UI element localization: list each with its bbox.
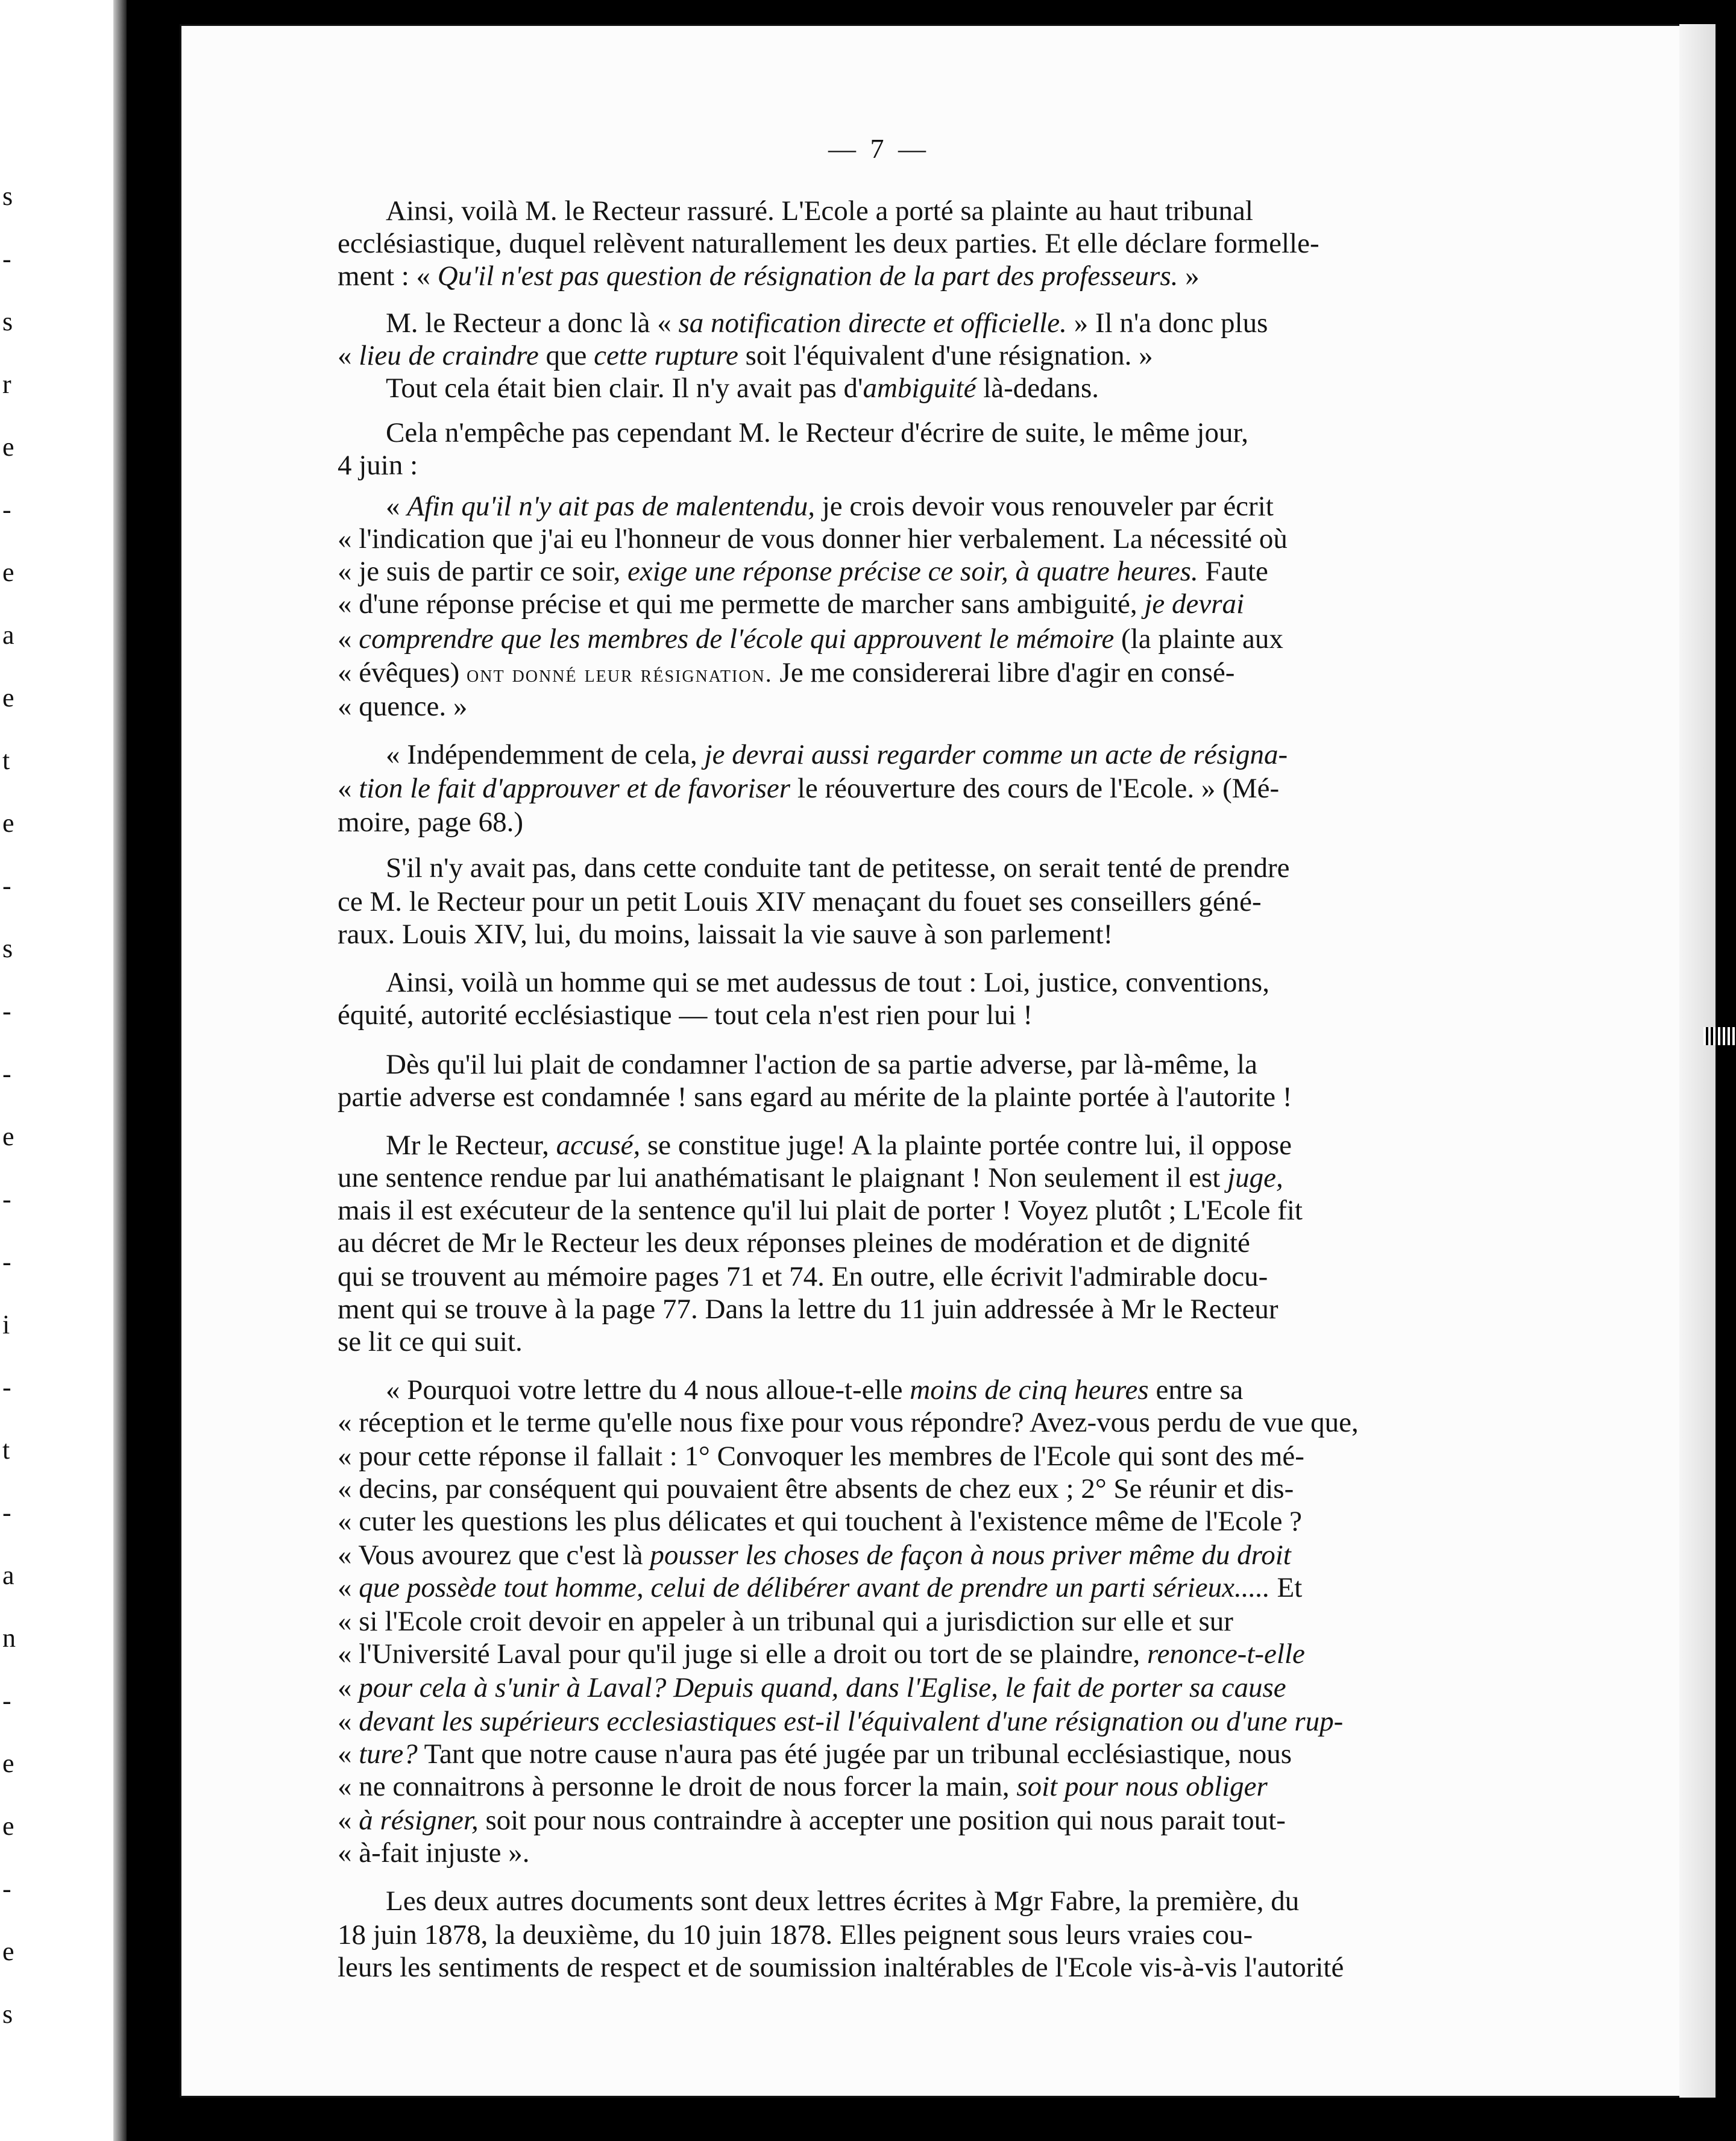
- text-line: [338, 1503, 1302, 1539]
- text-line: [338, 770, 1279, 806]
- text-span: se lit ce qui suit.: [338, 1326, 523, 1357]
- text-line: [338, 225, 1319, 262]
- text-line: [386, 370, 1099, 406]
- text-span: 18 juin 1878, la deuxième, du 10 juin 1878. Elles peignent sous leurs vraies cou-: [338, 1919, 1253, 1951]
- text-span: « quence. »: [338, 691, 468, 722]
- text-span: une sentence rendue par lui anathématisant le plaignant ! Non seulement il est: [338, 1162, 1228, 1193]
- gutter-char: e: [2, 1122, 14, 1151]
- text-line: [338, 1949, 1344, 1985]
- gutter-char: n: [2, 1623, 16, 1653]
- text-span: « je suis de partir ce soir,: [338, 556, 628, 587]
- text-line: [338, 1537, 1291, 1573]
- text-span: «: [386, 491, 407, 522]
- text-line: [338, 521, 1288, 557]
- text-span: « Indépendemment de cela,: [386, 739, 705, 770]
- gutter-char: -: [2, 1874, 11, 1904]
- text-span: »: [1178, 260, 1200, 292]
- italic-span: accusé,: [556, 1130, 641, 1161]
- gutter-char: e: [2, 683, 14, 712]
- text-line: [386, 305, 1268, 341]
- text-span: « cuter les questions les plus délicates et qui touchent à l'existence même de l'Ecole ?: [338, 1506, 1303, 1537]
- text-span: Cela n'empêche pas cependant M. le Recteur d'écrire de suite, le même jour,: [386, 417, 1248, 448]
- gutter-char: e: [2, 558, 14, 587]
- gutter-char: -: [2, 495, 11, 524]
- text-line: [386, 415, 1248, 451]
- text-span: que: [538, 340, 594, 371]
- text-span: Les deux autres documents sont deux lettres écrites à Mgr Fabre, la première, du: [386, 1885, 1300, 1917]
- text-span: se constitue juge! A la plainte portée contre lui, il oppose: [640, 1130, 1292, 1161]
- italic-span: Qu'il n'est pas question de résignation de la part des professeurs.: [437, 260, 1178, 292]
- text-span: «: [338, 340, 359, 371]
- page-fold-shadow: [113, 0, 127, 2141]
- text-span: «: [338, 1805, 359, 1836]
- text-span: « ne connaitrons à personne le droit de nous forcer la main,: [338, 1771, 1017, 1802]
- scan-artifact: [1703, 1027, 1736, 1045]
- italic-span: ambiguité: [863, 373, 976, 404]
- text-line: [338, 1703, 1343, 1740]
- text-line: [338, 1160, 1283, 1196]
- text-line: [338, 884, 1262, 920]
- italic-span: renonce-t-elle: [1147, 1638, 1305, 1670]
- text-line: [338, 1259, 1268, 1295]
- gutter-char: i: [2, 1310, 10, 1339]
- text-line: [386, 1372, 1243, 1408]
- italic-span: Afin qu'il n'y ait pas de malentendu,: [407, 491, 815, 522]
- gutter-char: -: [2, 244, 11, 274]
- text-span: ment qui se trouve à la page 77. Dans la lettre du 11 juin addressée à Mr le Recteur: [338, 1294, 1278, 1325]
- text-line: [338, 1736, 1292, 1772]
- text-line: [338, 1802, 1286, 1838]
- gutter-char: s: [2, 934, 13, 963]
- text-span: équité, autorité ecclésiastique — tout cela n'est rien pour lui !: [338, 999, 1033, 1031]
- text-line: [338, 447, 418, 483]
- gutter-char: -: [2, 996, 11, 1026]
- text-line: [386, 1127, 1292, 1163]
- italic-span: comprendre que les membres de l'école qui approuvent le mémoire: [359, 623, 1115, 655]
- text-line: [338, 804, 523, 840]
- text-line: [338, 1603, 1233, 1640]
- text-line: [338, 1291, 1278, 1327]
- text-span: Tout cela était bien clair. Il n'y avait pas d': [386, 373, 863, 404]
- italic-span: je devrai aussi regarder comme un acte de résigna-: [704, 739, 1288, 770]
- italic-span: lieu de craindre: [359, 340, 539, 371]
- text-span: Faute: [1198, 556, 1268, 587]
- text-span: « réception et le terme qu'elle nous fixe pour vous répondre? Avez-vous perdu de vue que,: [338, 1407, 1359, 1438]
- text-span: «: [338, 773, 359, 804]
- text-line: [338, 997, 1033, 1033]
- text-line: [386, 737, 1288, 773]
- gutter-char: -: [2, 1498, 11, 1527]
- italic-span: cette rupture: [594, 340, 738, 371]
- text-span: soit l'équivalent d'une résignation. »: [738, 340, 1153, 371]
- text-span: je crois devoir vous renouveler par écrit: [814, 491, 1274, 522]
- text-line: [338, 1438, 1304, 1474]
- text-line: [338, 1192, 1303, 1228]
- text-span: soit pour nous contraindre à accepter une position qui nous parait tout-: [478, 1805, 1286, 1836]
- italic-span: à résigner,: [359, 1805, 479, 1836]
- small-caps-span: ont donné leur résignation.: [467, 660, 773, 687]
- text-line: [338, 553, 1268, 589]
- facing-page-gutter-text: [0, 0, 24, 2141]
- text-span: au décret de Mr le Recteur les deux réponses pleines de modération et de dignité: [338, 1227, 1250, 1259]
- italic-span: pousser les choses de façon à nous priver même du droit: [650, 1539, 1291, 1571]
- gutter-char: e: [2, 808, 14, 838]
- text-span: Je me considererai libre d'agir en consé-: [772, 657, 1235, 688]
- text-span: «: [338, 1738, 359, 1770]
- gutter-char: -: [2, 1059, 11, 1089]
- text-span: « à-fait injuste ».: [338, 1837, 530, 1869]
- text-line: [338, 1768, 1268, 1805]
- gutter-char: -: [2, 1247, 11, 1277]
- text-span: qui se trouvent au mémoire pages 71 et 74. En outre, elle écrivit l'admirable docu-: [338, 1261, 1268, 1292]
- text-line: [338, 1471, 1294, 1507]
- gutter-char: e: [2, 1937, 14, 1966]
- text-line: [338, 621, 1283, 657]
- gutter-char: s: [2, 181, 13, 211]
- text-span: le réouverture des cours de l'Ecole. » (Mé-: [790, 773, 1280, 804]
- text-line: [386, 1883, 1299, 1919]
- text-span: « Pourquoi votre lettre du 4 nous alloue-t-elle: [386, 1374, 910, 1406]
- gutter-char: -: [2, 871, 11, 901]
- italic-span: pour cela à s'unir à Laval? Depuis quand, dans l'Eglise, le fait de porter sa cause: [359, 1672, 1286, 1703]
- text-span: «: [338, 1572, 359, 1603]
- text-line: [338, 1324, 523, 1360]
- text-line: [386, 850, 1290, 886]
- gutter-char: e: [2, 432, 14, 462]
- text-span: « decins, par conséquent qui pouvaient être absents de chez eux ; 2° Se réunir et dis-: [338, 1473, 1294, 1504]
- italic-span: ture?: [359, 1738, 418, 1770]
- italic-span: sa notification directe et officielle.: [678, 307, 1067, 339]
- text-line: [338, 1570, 1302, 1606]
- text-line: [338, 1636, 1305, 1672]
- text-span: (la plainte aux: [1114, 623, 1283, 655]
- text-span: « d'une réponse précise et qui me permette de marcher sans ambiguité,: [338, 588, 1145, 620]
- text-span: Ainsi, voilà un homme qui se met audessus de tout : Loi, justice, conventions,: [386, 967, 1269, 998]
- text-span: Ainsi, voilà M. le Recteur rassuré. L'Ecole a porté sa plainte au haut tribunal: [386, 195, 1253, 227]
- text-span: là-dedans.: [976, 373, 1099, 404]
- text-line: [338, 916, 1113, 952]
- italic-span: devant les supérieurs ecclesiastiques est-il l'équivalent d'une résignation ou d'une rup-: [359, 1706, 1344, 1737]
- gutter-char: e: [2, 1749, 14, 1778]
- text-span: « si l'Ecole croit devoir en appeler à un tribunal qui a jurisdiction sur elle et sur: [338, 1606, 1233, 1637]
- text-span: «: [338, 1706, 359, 1737]
- text-line: [338, 1670, 1286, 1706]
- gutter-char: t: [2, 1435, 10, 1465]
- text-span: Et: [1269, 1572, 1303, 1603]
- text-line: [386, 964, 1269, 1001]
- gutter-char: s: [2, 1999, 13, 2029]
- text-line: [338, 1079, 1292, 1115]
- text-span: « l'Université Laval pour qu'il juge si elle a droit ou tort de se plaindre,: [338, 1638, 1148, 1670]
- italic-span: juge,: [1227, 1162, 1283, 1193]
- text-line: [338, 586, 1244, 622]
- italic-span: moins de cinq heures: [910, 1374, 1149, 1406]
- gutter-char: a: [2, 620, 14, 650]
- text-line: [338, 1404, 1359, 1441]
- text-span: « Vous avourez que c'est là: [338, 1539, 650, 1571]
- text-span: M. le Recteur a donc là «: [386, 307, 679, 339]
- text-line: [338, 1917, 1253, 1953]
- italic-span: que possède tout homme, celui de délibérer avant de prendre un parti sérieux.....: [359, 1572, 1270, 1603]
- text-span: Mr le Recteur,: [386, 1130, 556, 1161]
- gutter-char: a: [2, 1561, 14, 1590]
- text-line: [386, 1046, 1257, 1083]
- text-line: [338, 1835, 529, 1871]
- page-right-edge: [1679, 24, 1716, 2098]
- text-span: moire, page 68.): [338, 806, 524, 838]
- text-line: [338, 258, 1200, 294]
- italic-span: soit pour nous obliger: [1016, 1771, 1268, 1802]
- gutter-char: r: [2, 369, 11, 399]
- text-span: Dès qu'il lui plait de condamner l'action de sa partie adverse, par là-même, la: [386, 1049, 1257, 1080]
- text-line: [386, 193, 1253, 229]
- text-span: ecclésiastique, duquel relèvent naturallement les deux parties. Et elle déclare formelle-: [338, 228, 1319, 259]
- text-span: ment : «: [338, 260, 438, 292]
- italic-span: je devrai: [1144, 588, 1245, 620]
- text-line: [338, 688, 467, 725]
- italic-span: tion le fait d'approuver et de favoriser: [359, 773, 791, 804]
- text-span: « évêques): [338, 657, 467, 688]
- gutter-char: t: [2, 746, 10, 775]
- gutter-char: -: [2, 1372, 11, 1402]
- italic-span: exige une réponse précise ce soir, à quatre heures.: [627, 556, 1198, 587]
- text-span: «: [338, 623, 359, 655]
- text-span: ce M. le Recteur pour un petit Louis XIV menaçant du fouet ses conseillers géné-: [338, 886, 1262, 917]
- text-span: «: [338, 1672, 359, 1703]
- text-span: entre sa: [1148, 1374, 1244, 1406]
- text-span: » Il n'a donc plus: [1066, 307, 1268, 339]
- text-span: « pour cette réponse il fallait : 1° Convoquer les membres de l'Ecole qui sont des mé-: [338, 1441, 1304, 1472]
- text-span: 4 juin :: [338, 450, 418, 481]
- text-line: [386, 488, 1274, 524]
- text-line: [338, 338, 1153, 374]
- text-span: Tant que notre cause n'aura pas été jugée par un tribunal ecclésiastique, nous: [417, 1738, 1292, 1770]
- gutter-char: e: [2, 1811, 14, 1841]
- gutter-char: -: [2, 1686, 11, 1715]
- text-line: [338, 655, 1234, 692]
- text-span: mais il est exécuteur de la sentence qu'il lui plait de porter ! Voyez plutôt ; L'Ecole fit: [338, 1195, 1303, 1226]
- text-span: partie adverse est condamnée ! sans egard au mérite de la plainte portée à l'autorite !: [338, 1081, 1292, 1113]
- facing-page-edge: [0, 0, 127, 2141]
- text-span: « l'indication que j'ai eu l'honneur de vous donner hier verbalement. La nécessité où: [338, 523, 1288, 555]
- text-span: leurs les sentiments de respect et de soumission inaltérables de l'Ecole vis-à-vis l'autorité: [338, 1952, 1344, 1983]
- text-span: S'il n'y avait pas, dans cette conduite tant de petitesse, on serait tenté de prendre: [386, 852, 1290, 884]
- gutter-char: s: [2, 307, 13, 336]
- text-line: [338, 1225, 1250, 1261]
- page-number: — 7 —: [828, 133, 929, 164]
- text-span: raux. Louis XIV, lui, du moins, laissait la vie sauve à son parlement!: [338, 919, 1113, 950]
- gutter-char: -: [2, 1184, 11, 1214]
